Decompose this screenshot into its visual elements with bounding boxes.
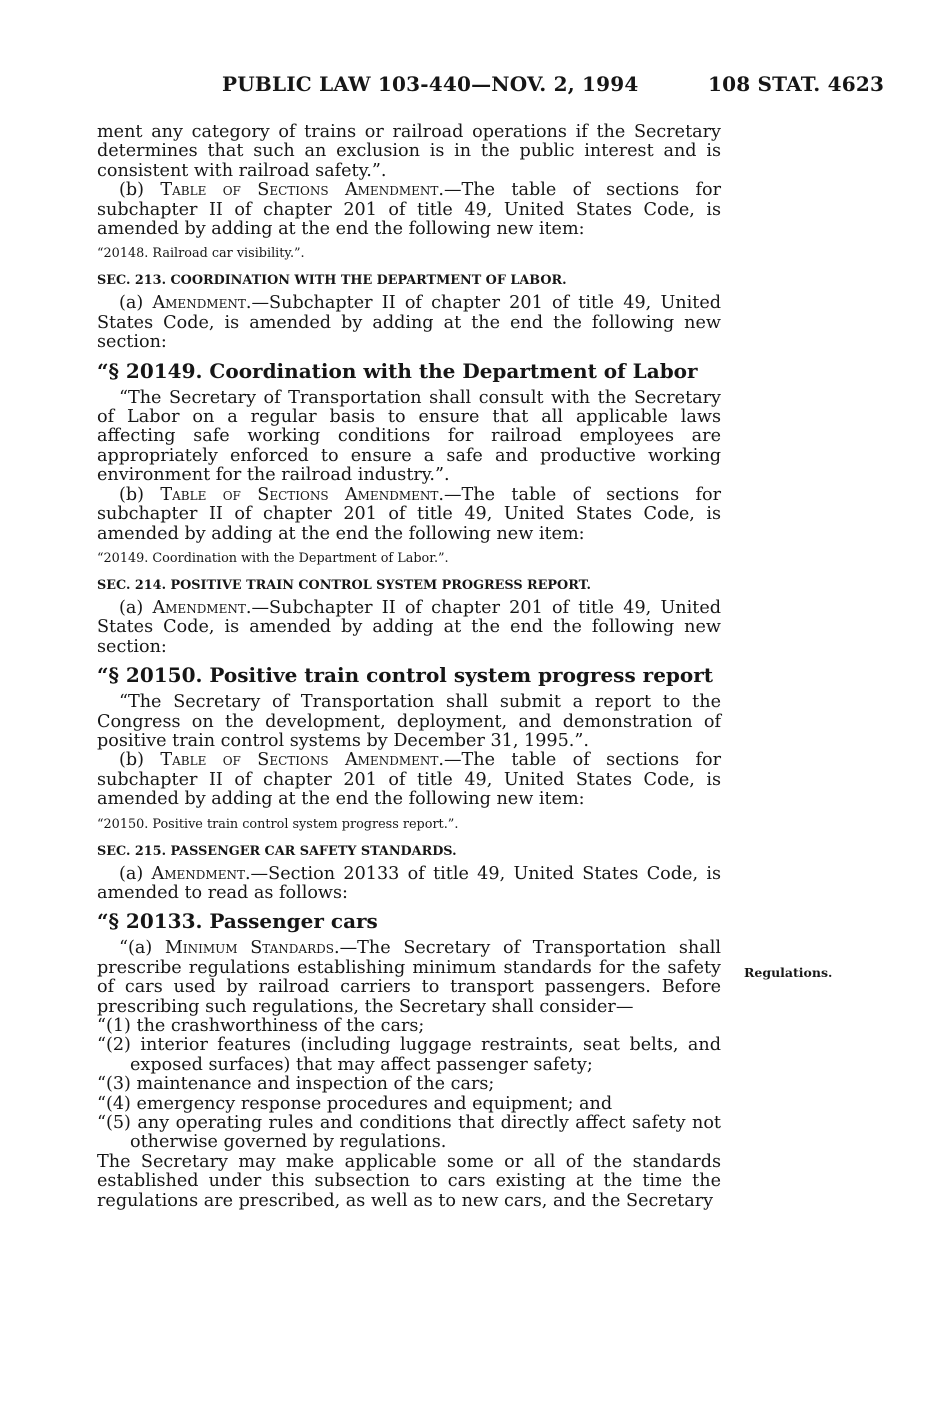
paragraph-amendment-215: (a) Amendment.—Section 20133 of title 49, United States Code, is amended to read as follows: [97,863,722,903]
running-header-title: PUBLIC LAW 103-440—NOV. 2, 1994 [222,72,639,96]
paragraph-continuation: ment any category of trains or railroad operations if the Secretary determines that such an exclusion is in the public interest and is consistent with railroad safety.”. [97,122,721,181]
caption: Table of Sections Amendment [160,750,439,771]
list-item: “(3) maintenance and inspection of the cars; [97,1074,495,1095]
table-item-20148: “20148. Railroad car visibility.”. [97,246,305,262]
paragraph-table-of-sections-213: (b) Table of Sections Amendment.—The table of sections for subchapter II of chapter 201 of title 49, United States Code, is amended by adding at the end the following new item: [97,180,721,240]
paragraph-20149-text: “The Secretary of Transportation shall consult with the Secretary of Labor on a regular basis to ensure that all applicable laws affecting safe working conditions for railroad employees are appropriately enforced to ensure a safe and productive working environment for the railroad industry.”. [97,387,721,486]
caption: Table of Sections Amendment [160,180,439,201]
paragraph-table-of-sections-20149: (b) Table of Sections Amendment.—The table of sections for subchapter II of chapter 201 of title 49, United States Code, is amended by adding at the end the following new item: [97,484,721,544]
table-item-20149: “20149. Coordination with the Department of Labor.”. [97,550,449,566]
section-heading-214: SEC. 214. POSITIVE TRAIN CONTROL SYSTEM PROGRESS REPORT. [97,577,591,593]
paragraph-minimum-standards: “(a) Minimum Standards.—The Secretary of Transportation shall prescribe regulations establishing minimum standards for the safety of cars used by railroad carriers to transport passengers. Before prescribing such regulations, the Secretary shall consider— [97,938,722,1017]
section-title-20149: “§ 20149. Coordination with the Department of Labor [97,358,698,383]
caption: Minimum Standards [164,938,334,959]
caption: Amendment [152,597,246,618]
caption: Table of Sections Amendment [160,484,439,505]
list-item: “(5) any operating rules and conditions that directly affect safety not otherwise governed by regulations. [97,1113,721,1153]
paragraph-table-of-sections-20150: (b) Table of Sections Amendment.—The table of sections for subchapter II of chapter 201 of title 49, United States Code, is amended by adding at the end the following new item: [97,750,721,810]
caption: Amendment [151,863,245,884]
section-heading-213: SEC. 213. COORDINATION WITH THE DEPARTMENT OF LABOR. [97,273,567,289]
running-header-stat-page: 108 STAT. 4623 [708,72,885,96]
paragraph-amendment-213: (a) Amendment.—Subchapter II of chapter 201 of title 49, United States Code, is amended by adding at the end the following new section: [97,293,721,353]
paragraph-20150-text: “The Secretary of Transportation shall submit a report to the Congress on the development, deployment, and demonstration of positive train control systems by December 31, 1995.”. [97,692,721,751]
list-item: “(2) interior features (including luggage restraints, seat belts, and exposed surfaces) that may affect passenger safety; [97,1035,721,1075]
list-item: “(1) the crashworthiness of the cars; [97,1016,425,1036]
section-title-20133: “§ 20133. Passenger cars [97,909,378,934]
paragraph-applicability: The Secretary may make applicable some or all of the standards established under this subsection to cars existing at the time the regulations are prescribed, as well as to new cars, and the Secretary [97,1151,721,1211]
margin-note: Regulations. [744,965,833,980]
section-title-20150: “§ 20150. Positive train control system progress report [97,663,714,688]
caption: Amendment [152,293,246,314]
page-body [97,123,721,1211]
section-heading-215: SEC. 215. PASSENGER CAR SAFETY STANDARDS. [97,843,457,859]
table-item-20150: “20150. Positive train control system progress report.”. [97,816,459,832]
paragraph-amendment-214: (a) Amendment.—Subchapter II of chapter 201 of title 49, United States Code, is amended by adding at the end the following new section: [97,597,721,657]
list-item: “(4) emergency response procedures and equipment; and [97,1093,613,1114]
